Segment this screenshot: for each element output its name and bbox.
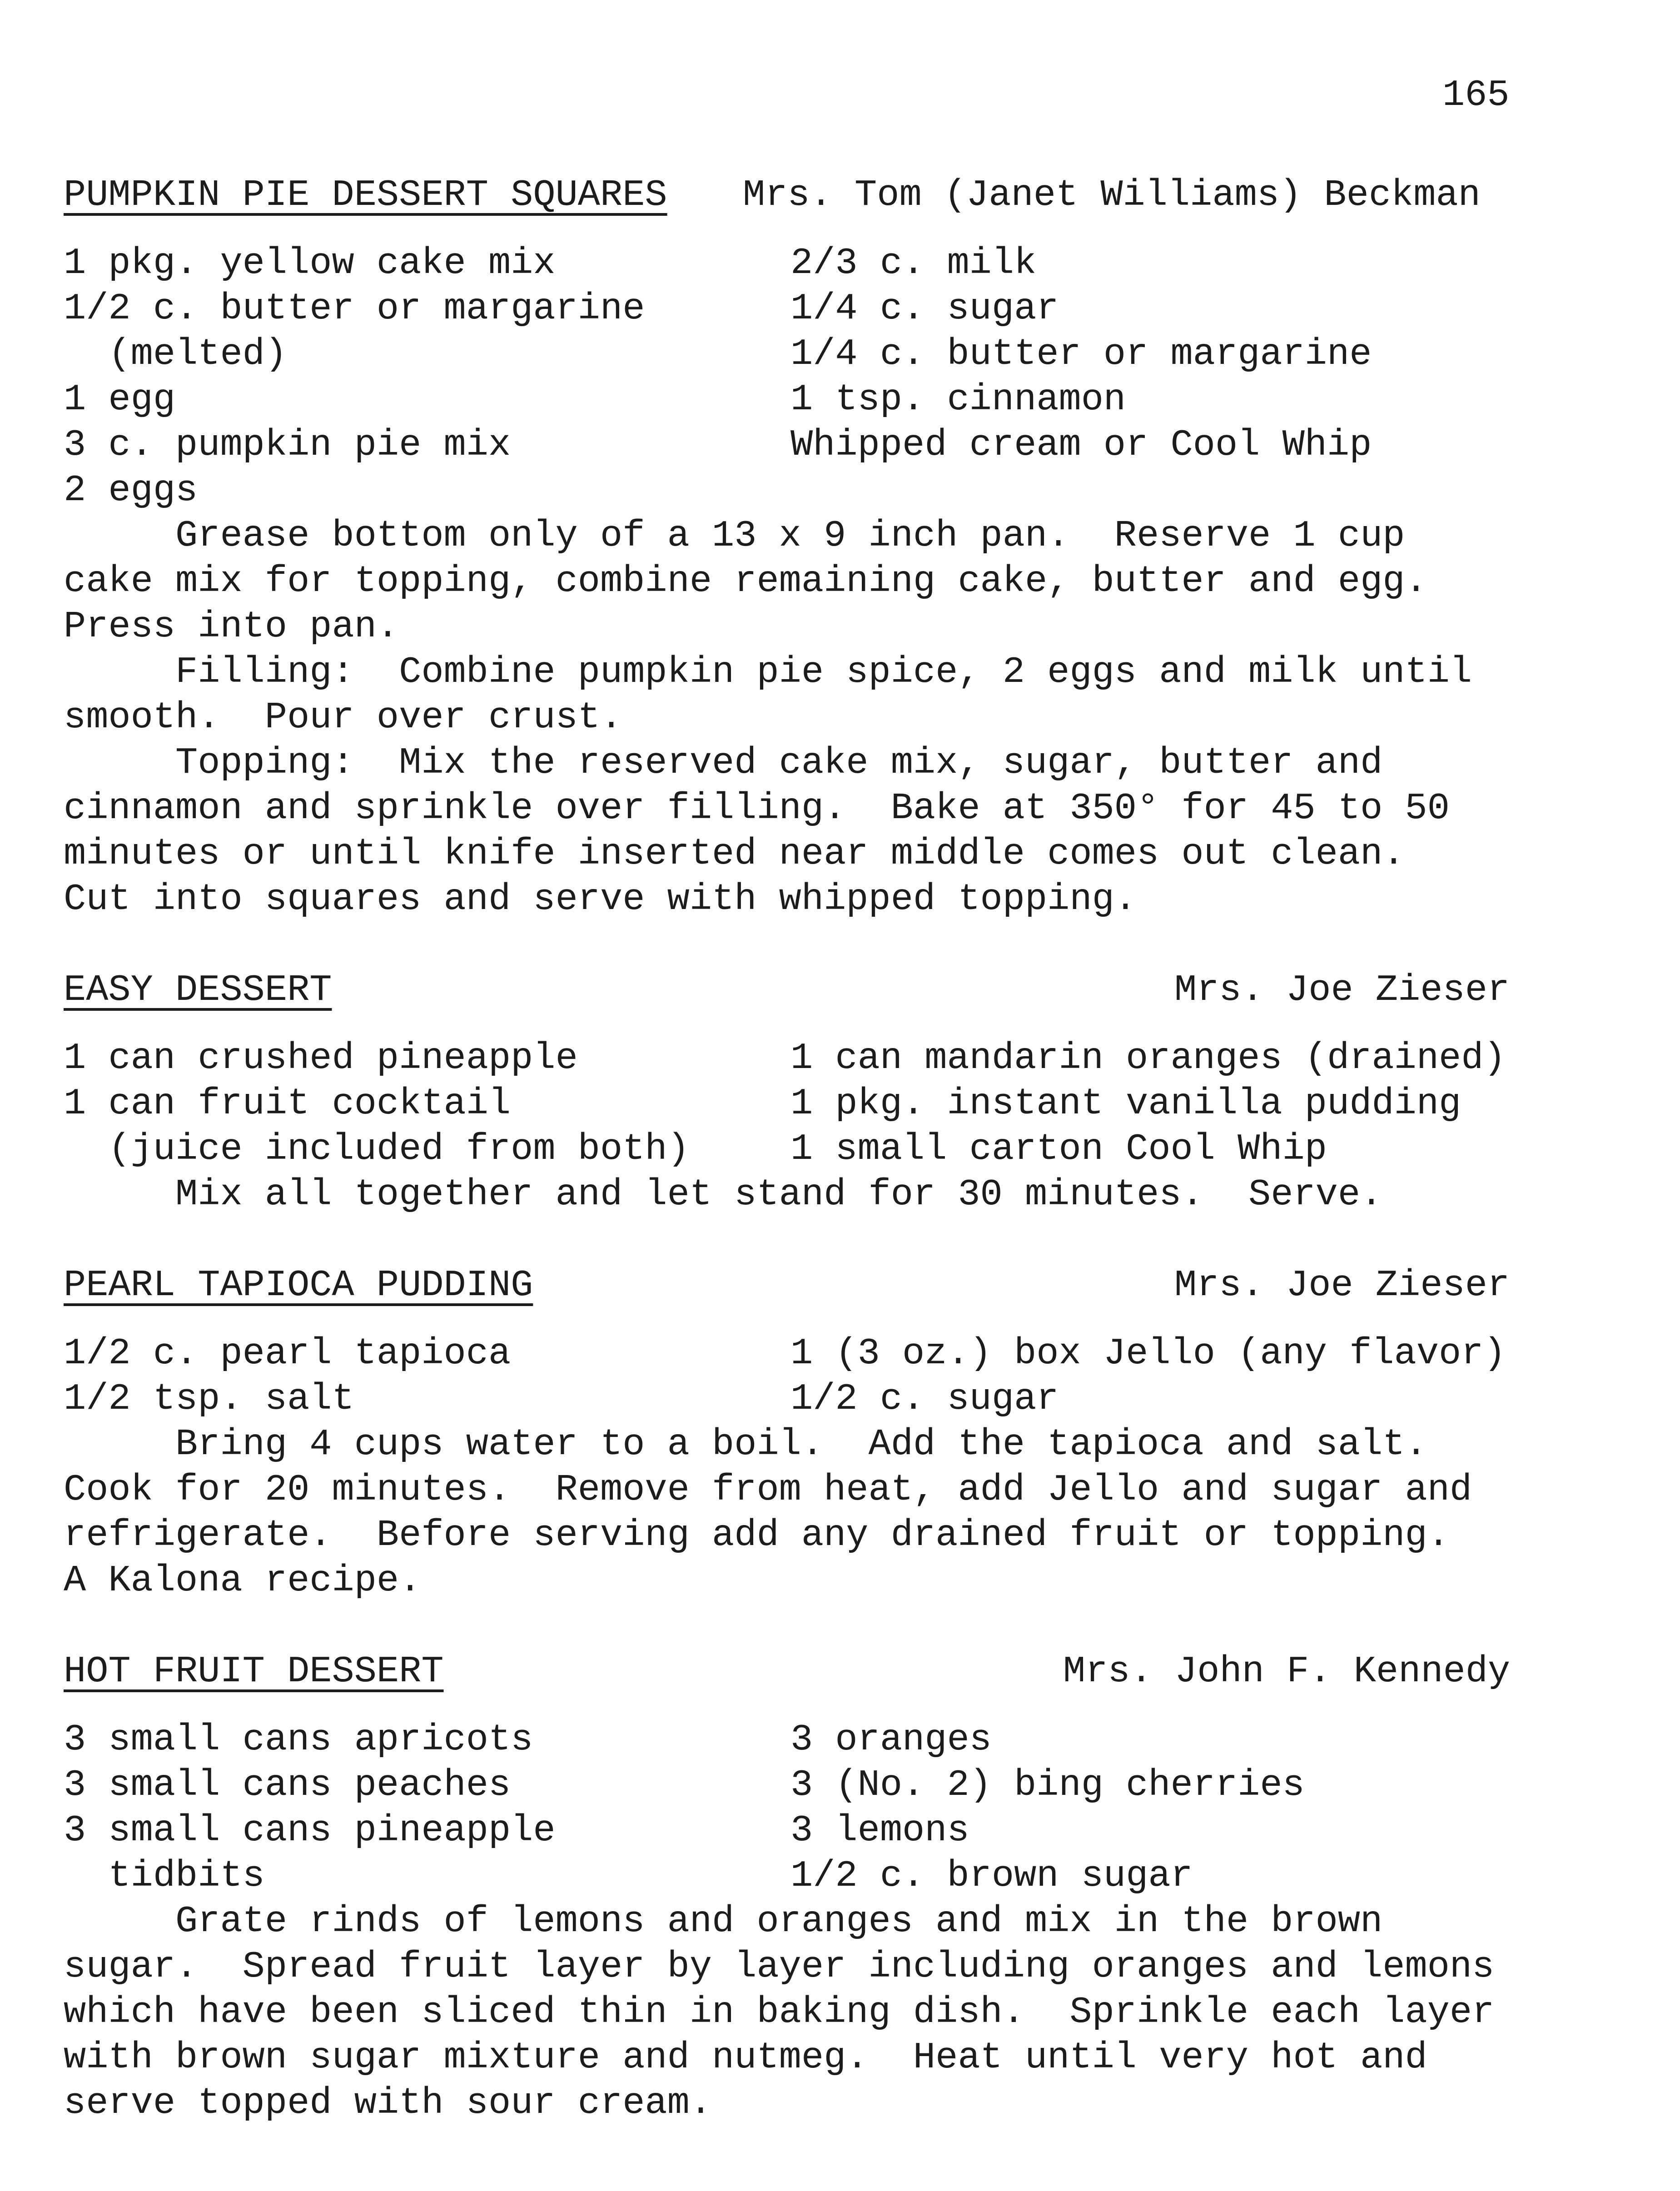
direction-line: Topping: Mix the reserved cake mix, sugar, butter and bbox=[64, 742, 1383, 784]
ingredient-right: 1/2 c. sugar bbox=[790, 1378, 1059, 1420]
direction-line: cinnamon and sprinkle over filling. Bake at 350° for 45 to 50 bbox=[64, 787, 1450, 830]
ingredient-right: 3 (No. 2) bing cherries bbox=[790, 1764, 1305, 1806]
recipe-title: EASY DESSERT bbox=[64, 969, 332, 1011]
direction-line: Grease bottom only of a 13 x 9 inch pan. Reserve 1 cup bbox=[64, 515, 1405, 557]
ingredient-left: 1/2 c. pearl tapioca bbox=[64, 1332, 511, 1375]
ingredient-right: 3 lemons bbox=[790, 1809, 969, 1852]
ingredient-left: 1/2 c. butter or margarine bbox=[64, 288, 645, 330]
direction-line: Mix all together and let stand for 30 minutes. Serve. bbox=[64, 1173, 1383, 1216]
direction-line: Cook for 20 minutes. Remove from heat, add Jello and sugar and bbox=[64, 1469, 1472, 1511]
recipe-title: PUMPKIN PIE DESSERT SQUARES bbox=[64, 174, 667, 216]
ingredient-right: 2/3 c. milk bbox=[790, 242, 1037, 284]
recipe-author: Mrs. Joe Zieser bbox=[1174, 969, 1510, 1011]
direction-line: with brown sugar mixture and nutmeg. Heat until very hot and bbox=[64, 2037, 1427, 2079]
recipe-title: HOT FRUIT DESSERT bbox=[64, 1650, 444, 1693]
ingredient-left: 1 can crushed pineapple bbox=[64, 1037, 578, 1079]
direction-line: cake mix for topping, combine remaining cake, butter and egg. bbox=[64, 560, 1427, 602]
direction-line: minutes or until knife inserted near middle comes out clean. bbox=[64, 833, 1405, 875]
direction-line: which have been sliced thin in baking dish. Sprinkle each layer bbox=[64, 1991, 1495, 2033]
ingredient-left: 3 small cans pineapple bbox=[64, 1809, 556, 1852]
ingredient-left: 1 pkg. yellow cake mix bbox=[64, 242, 556, 284]
ingredient-left: 1 egg bbox=[64, 378, 176, 421]
direction-line: sugar. Spread fruit layer by layer including oranges and lemons bbox=[64, 1946, 1495, 1988]
direction-line: refrigerate. Before serving add any drained fruit or topping. bbox=[64, 1514, 1450, 1556]
recipe-author: Mrs. John F. Kennedy bbox=[1063, 1650, 1511, 1693]
ingredient-left: 2 eggs bbox=[64, 469, 198, 512]
direction-line: Bring 4 cups water to a boil. Add the tapioca and salt. bbox=[64, 1423, 1427, 1466]
ingredient-left: tidbits bbox=[64, 1855, 265, 1897]
ingredient-left: (melted) bbox=[64, 333, 288, 375]
ingredient-right: 1 can mandarin oranges (drained) bbox=[790, 1037, 1506, 1079]
direction-line: serve topped with sour cream. bbox=[64, 2082, 712, 2124]
ingredient-right: 1 (3 oz.) box Jello (any flavor) bbox=[790, 1332, 1506, 1375]
recipe-title: PEARL TAPIOCA PUDDING bbox=[64, 1264, 533, 1307]
direction-line: Cut into squares and serve with whipped topping. bbox=[64, 878, 1137, 920]
ingredient-left: 1 can fruit cocktail bbox=[64, 1083, 511, 1125]
direction-line: Filling: Combine pumpkin pie spice, 2 eggs and milk until bbox=[64, 651, 1472, 693]
ingredient-right: 1 tsp. cinnamon bbox=[790, 378, 1126, 421]
ingredient-right: 1/4 c. butter or margarine bbox=[790, 333, 1372, 375]
page-number: 165 bbox=[1442, 74, 1510, 116]
direction-line: Grate rinds of lemons and oranges and mix in the brown bbox=[64, 1900, 1383, 1943]
ingredient-right: 3 oranges bbox=[790, 1719, 992, 1761]
direction-line: A Kalona recipe. bbox=[64, 1560, 422, 1602]
ingredient-right: 1 pkg. instant vanilla pudding bbox=[790, 1083, 1461, 1125]
recipe-author: Mrs. Joe Zieser bbox=[1174, 1264, 1510, 1307]
ingredient-right: Whipped cream or Cool Whip bbox=[790, 424, 1372, 466]
ingredient-right: 1/4 c. sugar bbox=[790, 288, 1059, 330]
ingredient-left: (juice included from both) bbox=[64, 1128, 690, 1170]
ingredient-right: 1/2 c. brown sugar bbox=[790, 1855, 1193, 1897]
ingredient-left: 3 c. pumpkin pie mix bbox=[64, 424, 511, 466]
ingredient-left: 3 small cans apricots bbox=[64, 1719, 533, 1761]
ingredient-left: 3 small cans peaches bbox=[64, 1764, 511, 1806]
ingredient-left: 1/2 tsp. salt bbox=[64, 1378, 354, 1420]
direction-line: Press into pan. bbox=[64, 606, 399, 648]
ingredient-right: 1 small carton Cool Whip bbox=[790, 1128, 1327, 1170]
recipe-author: Mrs. Tom (Janet Williams) Beckman bbox=[743, 174, 1481, 216]
direction-line: smooth. Pour over crust. bbox=[64, 696, 623, 739]
